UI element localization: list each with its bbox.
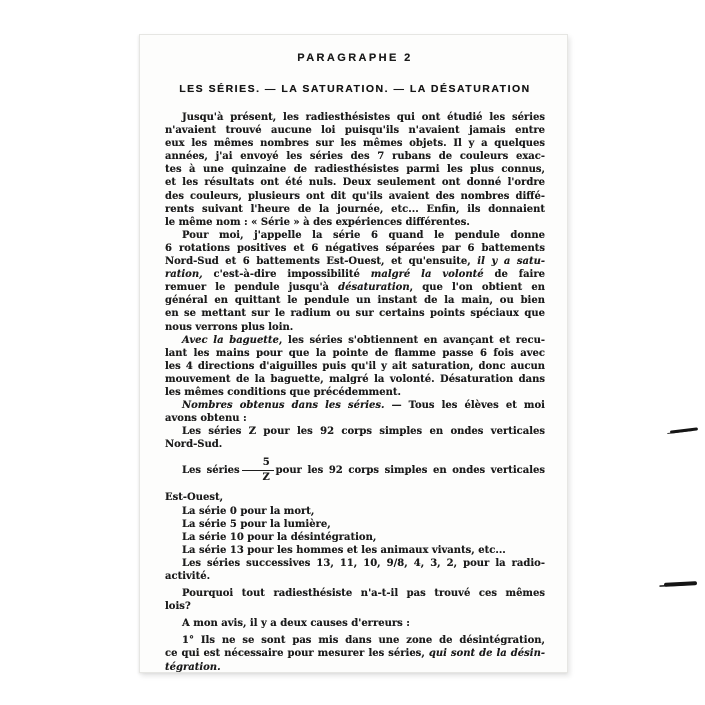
text-segment: Les séries successives 13, 11, 10, 9/8, 4, 3, 2, pour la radio- [182,557,545,569]
text-line [165,386,545,399]
text-segment: qui sont de la désin- [428,648,546,660]
fraction-5-over-Z [242,457,274,484]
text-line [165,617,545,630]
text-line [165,399,545,412]
text-line [165,242,545,255]
text-segment: mouvement de la baguette, malgré la volonté. Désaturation dans [165,373,545,385]
text-line [165,203,545,216]
text-segment: eux les mêmes nombres sur les mêmes objets. Il y a quelques [165,138,545,150]
fraction-numerator: 5 [242,457,274,471]
text-segment: ration, [165,269,203,281]
text-segment: en se mettant sur le radium ou sur certains points spéciaux que [165,308,545,320]
text-line [165,281,545,294]
text-segment: nous verrons plus loin. [165,321,294,333]
text-segment: lant les mains pour que la pointe de flamme passe 6 fois avec [165,347,545,359]
text-segment: Pourquoi tout radiesthésiste n'a-t-il pas trouvé ces mêmes [182,588,545,600]
text-segment: les 4 directions d'aiguilles puis qu'il y ait saturation, donc aucun [165,360,545,372]
text-segment: , que l'on obtient en [409,282,545,294]
page-title: LES SÉRIES. — LA SATURATION. — LA DÉSATURATION [179,83,531,95]
text-segment: activité. [165,571,211,582]
text-segment: années, j'ai envoyé les séries des 7 rubans de couleurs exac- [165,151,545,163]
text-line [165,334,545,347]
fraction-denominator: Z [262,472,270,484]
text-segment: Est-Ouest, [165,492,224,504]
text-segment: les mêmes conditions que précédemment. [165,386,401,398]
text-segment: rents suivant l'heure de la journée, etc... Enfin, ils donnaient [165,203,545,215]
text-line [165,647,545,660]
text-segment: Nord-Sud et 6 battements Est-Ouest, et qu'ensuite, [165,256,478,268]
text-segment: — Tous les élèves et moi [384,400,545,412]
text-segment: La série 13 pour les hommes et les animaux vivants, etc... [182,544,506,556]
text-line [165,634,545,647]
text-line [165,531,545,544]
text-segment: général en quittant le pendule un instant de la main, ou bien [165,295,545,307]
text-segment: La série 5 pour la lumière, [182,518,331,530]
text-line [165,491,545,504]
text-line [165,268,545,281]
text-segment: tégration. [165,661,221,673]
text-segment: Les séries [182,465,240,477]
text-line [165,163,545,176]
text-segment: lois? [165,601,191,613]
text-line [165,518,545,531]
text-segment: A mon avis, il y a deux causes d'erreurs : [182,618,410,630]
text-line [165,216,545,229]
text-segment: et les résultats ont été nuls. Deux seulement ont donné l'ordre [165,177,545,189]
text-line [165,190,545,203]
text-segment: Ils ne se sont pas mis dans une zone de désintégration, [193,635,545,647]
text-segment: de faire [483,269,545,281]
text-segment: La série 0 pour la mort, [182,505,315,517]
text-segment: Les séries Z pour les 92 corps simples en ondes verticales [182,426,545,438]
body-text [165,111,545,674]
text-segment: désaturation [338,282,410,294]
text-line [165,412,545,425]
text-line [165,229,545,242]
text-segment: avons obtenu : [165,413,247,425]
pen-mark-underline-radioactivite [664,581,697,586]
text-line [165,294,545,307]
text-line [165,307,545,320]
text-line [165,587,545,600]
text-line [165,360,545,373]
text-segment: Pour moi, j'appelle la série 6 quand le pendule donne [182,229,545,241]
text-segment: tes à une quinzaine de radiesthésistes parmi les plus connus, [165,164,545,176]
text-line [165,570,545,583]
text-segment: remuer le pendule jusqu'à [165,282,339,294]
text-line [165,544,545,557]
text-line [165,347,545,360]
text-line [165,137,545,150]
text-segment: n'avaient trouvé aucune loi puisqu'ils n'avaient jamais entre [165,125,545,137]
text-line [165,150,545,163]
text-segment: Nombres obtenus dans les séries. [182,400,385,412]
text-segment: malgré la volonté [370,269,484,281]
text-segment: Jusqu'à présent, les radiesthésistes qui ont étudié les séries [182,112,545,123]
text-line [165,373,545,386]
text-line [165,438,545,451]
pen-mark-margin-dash [670,427,698,433]
text-segment: 1° [182,635,194,647]
text-line [165,425,545,438]
text-segment: La série 10 pour la désintégration, [182,531,377,543]
text-line [165,124,545,137]
text-segment: il y a satu- [477,256,546,268]
text-line [165,661,545,674]
scanned-book-page [139,34,568,673]
text-line [165,600,545,613]
text-line [165,111,545,124]
text-segment: c'est-à-dire impossibilité [202,269,371,281]
text-line [165,557,545,570]
text-line [165,451,545,491]
text-line [165,176,545,189]
text-line [165,321,545,334]
text-segment: pour les 92 corps simples en ondes verticales [275,465,546,477]
text-segment: ce qui est nécessaire pour mesurer les séries, [165,648,429,660]
text-segment: le même nom : « Série » à des expériences différentes. [165,216,470,228]
text-segment: 6 rotations positives et 6 négatives séparées par 6 battements [165,242,545,254]
text-segment: , les séries s'obtiennent en avançant et recu- [278,334,545,346]
text-line [165,505,545,518]
text-line [165,255,545,268]
text-segment: Nord-Sud. [165,439,223,451]
paragraph-kicker: PARAGRAPHE 2 [297,52,413,64]
text-segment: des couleurs, plusieurs ont dit qu'ils avaient des nombres diffé- [165,190,545,202]
text-segment: Avec la baguette [182,334,279,346]
